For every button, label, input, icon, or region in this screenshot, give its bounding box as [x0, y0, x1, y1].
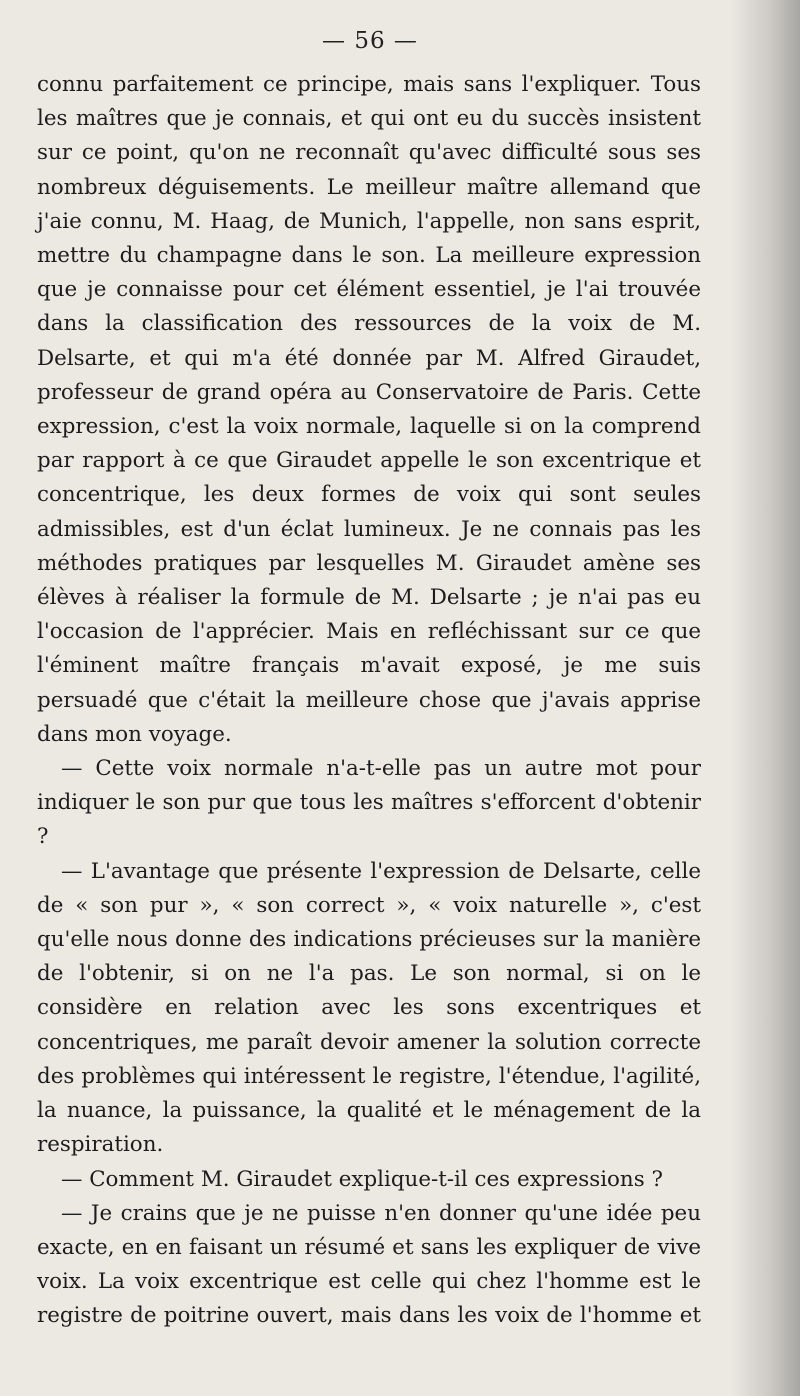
paragraph-5: — Je crains que je ne puisse n'en donner qu'une idée peu exacte, en en faisant un résumé et sans les expliquer de vive voix. La voix excentrique est celle qui chez l'homme est le registre de poitrine ouvert, mais dans les voix de l'homme et: [37, 1200, 701, 1329]
page-number: — 56 —: [322, 28, 418, 54]
paragraph-4: — Comment M. Giraudet explique-t-il ces expressions ?: [61, 1166, 663, 1192]
paragraph-1: connu parfaitement ce principe, mais sans l'expliquer. Tous les maîtres que je connais, et qui ont eu du succès insistent sur ce point, qu'on ne reconnaît qu'avec difficulté sous ses nombreux déguisements. Le meilleur maître allemand que j'aie connu, M. Haag, de Munich, l'appelle, non sans esprit, mettre du champagne dans le son. La meilleure expression que je connaisse pour cet élément essentiel, je l'ai trouvée dans la classification des ressources de la voix de M. Delsarte, et qui m'a été donnée par M. Alfred Giraudet, professeur de grand opéra au Conservatoire de Paris. Cette expression, c'est la voix normale, laquelle si on la comprend par rapport à ce que Giraudet appelle le son excentrique et concentrique, les deux formes de voix qui sont seules admissibles, est d'un éclat lumineux. Je ne connais pas les méthodes pratiques par lesquelles M. Giraudet amène ses élèves à réaliser la formule de M. Delsarte ; je n'ai pas eu l'occasion de l'apprécier. Mais en refléchissant sur ce que l'éminent maître français m'avait exposé, je me suis persuadé que c'était la meilleure chose que j'avais apprise dans mon voyage.: [37, 72, 701, 747]
body-text: [37, 68, 701, 1334]
paragraph-3: — L'avantage que présente l'expression de Delsarte, celle de « son pur », « son correct », « voix naturelle », c'est qu'elle nous donne des indications précieuses sur la manière de l'obtenir, si on ne l'a pas. Le son normal, si on le considère en relation avec les sons excentriques et concentriques, me paraît devoir amener la solution correcte des problèmes qui intéressent le registre, l'étendue, l'agilité, la nuance, la puissance, la qualité et le ménagement de la respiration.: [37, 858, 701, 1158]
paragraph-2: — Cette voix normale n'a-t-elle pas un autre mot pour indiquer le son pur que tous les maîtres s'efforcent d'obtenir ?: [37, 756, 701, 850]
